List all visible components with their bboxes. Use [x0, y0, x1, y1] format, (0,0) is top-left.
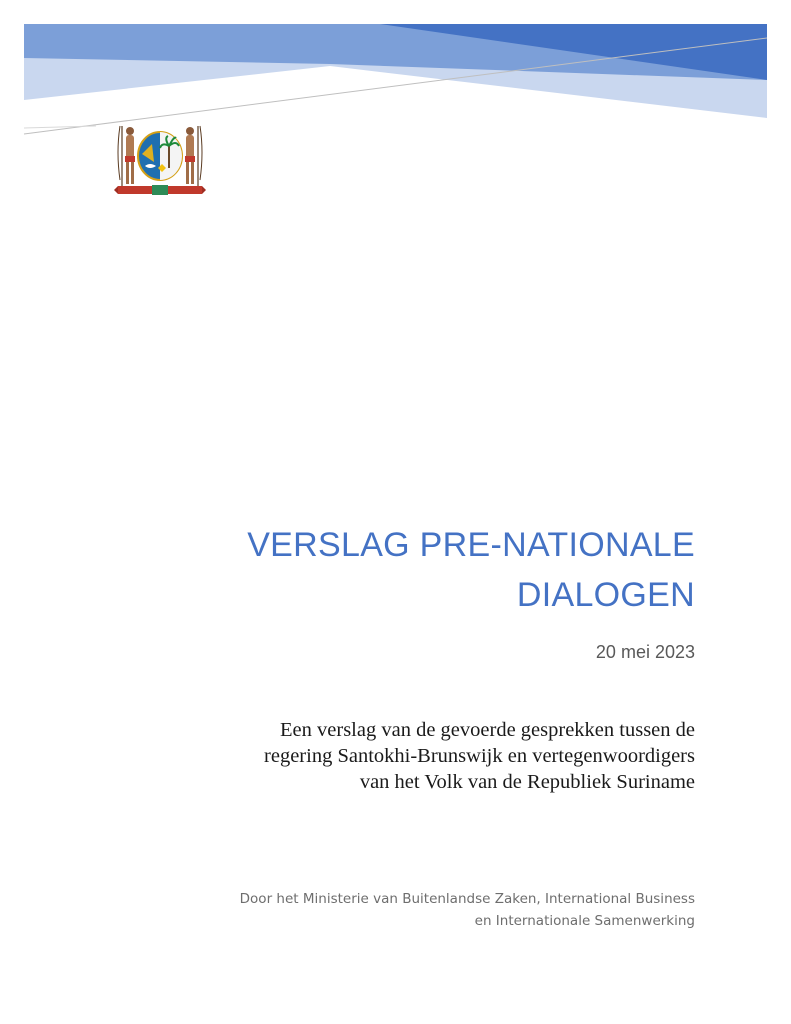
document-summary	[175, 717, 695, 795]
summary-line: regering Santokhi-Brunswijk en vertegenwoordigers	[264, 745, 695, 767]
header-banner	[0, 0, 791, 140]
emblem-shield	[138, 132, 182, 180]
document-title-line-1: VERSLAG PRE-NATIONALE	[247, 526, 695, 564]
document-date: 20 mei 2023	[595, 642, 695, 662]
document-author	[135, 888, 695, 932]
title-block	[95, 520, 695, 620]
author-line: en Internationale Samenwerking	[474, 913, 695, 929]
summary-line: van het Volk van de Republiek Suriname	[359, 771, 695, 793]
author-line: Door het Ministerie van Buitenlandse Zaken, International Business	[239, 891, 695, 907]
suriname-coat-of-arms-icon	[112, 122, 208, 196]
document-title-line-2: DIALOGEN	[516, 576, 695, 614]
left-supporter-figure	[118, 126, 135, 186]
motto-ribbon	[114, 185, 206, 195]
summary-line: Een verslag van de gevoerde gesprekken tussen de	[280, 719, 695, 741]
banner-thin-line-2	[24, 126, 96, 128]
right-supporter-figure	[185, 126, 202, 186]
